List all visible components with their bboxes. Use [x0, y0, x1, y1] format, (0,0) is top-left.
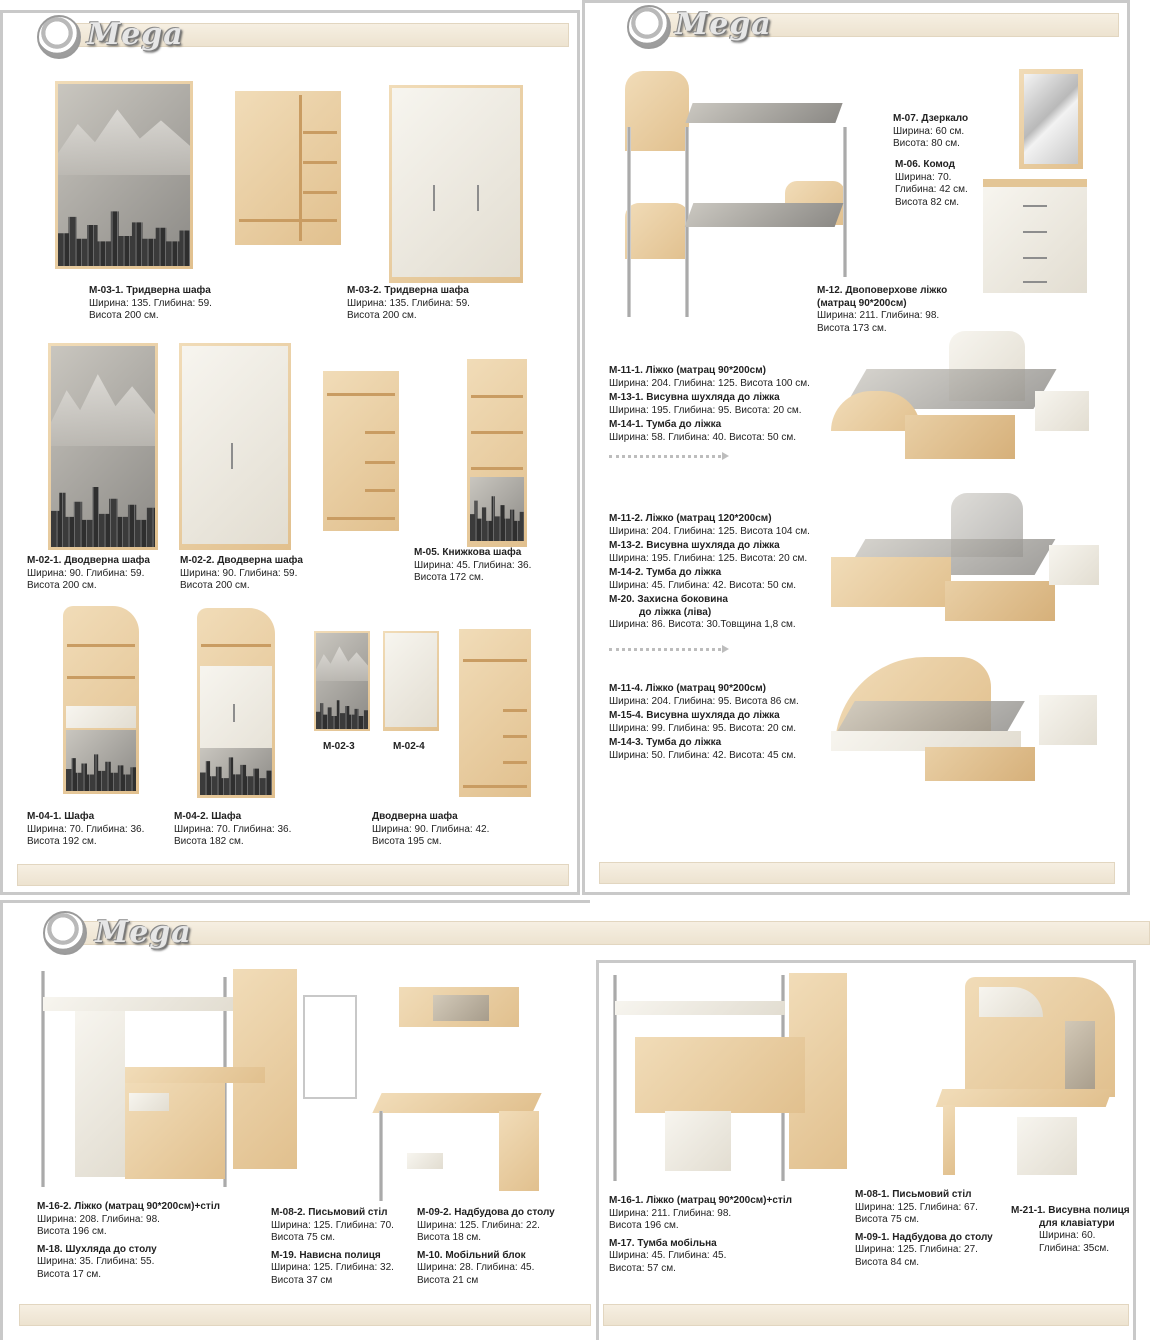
- caption-m-08-1: M-08-1. Письмовий стіл Ширина: 125. Глибина: 67. Висота 75 см. M-09-1. Надбудова до столу Ширина: 125. Глибина: 27. Висота 84 см.: [855, 1189, 993, 1268]
- panel-footer-band: [599, 862, 1115, 884]
- caption-m-21-1: M-21-1. Висувна полиця для клавіатури Ширина: 60. Глибина: 35см.: [1011, 1205, 1130, 1254]
- brand-logo-icon: [627, 5, 671, 49]
- caption-group-bed-m-11-1: M-11-1. Ліжко (матрац 90*200см) Ширина: 204. Глибина: 125. Висота 100 см. M-13-1. Висувна шухляда до ліжка Ширина: 195. Глибина: 95. Висота: 20 см. M-14-1. Тумба до ліжка Ширина: 58. Глибина: 40. Висота: 50 см.: [609, 365, 810, 443]
- panel-header: [3, 13, 577, 52]
- caption-m-04-1: M-04-1. Шафа Ширина: 70. Глибина: 36. Висота 192 см.: [27, 811, 145, 847]
- bed-m-11-1-image: [825, 325, 1105, 475]
- loft-bed-m-16-2-image: [33, 967, 297, 1197]
- caption-m-09-2: M-09-2. Надбудова до столу Ширина: 125. Глибина: 22. Висота 18 см. M-10. Мобільний блок Ширина: 28. Глибина: 45. Висота 21 см: [417, 1207, 555, 1286]
- brand-name: Mega: [95, 915, 192, 950]
- panel-footer-band: [17, 864, 569, 886]
- wardrobe-interior-image: [323, 371, 399, 531]
- bookcase-m-05-image: [467, 359, 527, 547]
- wardrobe-m-03-1-image: [55, 81, 193, 269]
- panel-footer-band: [603, 1304, 1129, 1326]
- cabinet-m-04-2-image: [197, 608, 275, 798]
- brand-logo-icon: [37, 15, 81, 59]
- caption-m-08-2: M-08-2. Письмовий стіл Ширина: 125. Глибина: 70. Висота 75 см. M-19. Нависна полиця Ширина: 125. Глибина: 32. Висота 37 см: [271, 1207, 394, 1286]
- cabinet-m-04-1-image: [63, 606, 139, 794]
- wardrobe-m-02-1-image: [48, 343, 158, 550]
- hanging-shelf-m-19-image: [303, 995, 357, 1099]
- caption-m-02-3: M-02-3: [323, 741, 355, 752]
- caption-m-02-1: M-02-1. Дводверна шафа Ширина: 90. Глибина: 59. Висота 200 см.: [27, 555, 150, 591]
- catalog-panel-wardrobes: [0, 10, 580, 895]
- caption-m-12: M-12. Двоповерхове ліжко (матрац 90*200см) Ширина: 211. Глибина: 98. Висота 173 см.: [817, 285, 948, 334]
- panel-footer-band: [19, 1304, 591, 1326]
- caption-m-06: M-06. Комод Ширина: 70. Глибина: 42 см. Висота 82 см.: [895, 159, 968, 208]
- wardrobe-two-door-interior-image: [459, 629, 531, 797]
- catalog-panel-loft-beds-desks-2: [596, 960, 1136, 1340]
- brand-name: Mega: [87, 17, 184, 52]
- catalog-panel-loft-beds-desks: [0, 900, 590, 1340]
- panel-header: [585, 3, 1127, 42]
- wardrobe-m-03-1-interior-image: [235, 91, 341, 245]
- header-band: [73, 921, 1150, 945]
- caption-group-bed-m-11-2: M-11-2. Ліжко (матрац 120*200см) Ширина: 204. Глибина: 125. Висота 104 см. M-13-2. Висувна шухляда до ліжка Ширина: 195. Глибина: 125. Висота: 20 см. M-14-2. Тумба до ліжка Ширина: 45. Глибина: 42. Висота: 50 см. M-20. Захисна боковина до ліжка (ліва) Ширина: 86. Висота: 30.Товщина 1,8 см.: [609, 513, 810, 630]
- mirror-m-07-image: [1019, 69, 1083, 169]
- caption-m-16-2: M-16-2. Ліжко (матрац 90*200см)+стіл Ширина: 208. Глибина: 98. Висота 196 см. M-18. Шухляда до столу Ширина: 35. Глибина: 55. Висота 17 см.: [37, 1201, 220, 1280]
- caption-m-02-4: M-02-4: [393, 741, 425, 752]
- caption-m-07: M-07. Дзеркало Ширина: 60 см. Висота: 80 см.: [893, 113, 969, 149]
- brand-name: Mega: [675, 7, 772, 42]
- panel-header: [3, 903, 590, 950]
- wardrobe-m-03-2-image: [389, 85, 523, 283]
- arrow-right-icon: [609, 455, 721, 458]
- arrow-right-icon: [609, 648, 721, 651]
- caption-two-door-wardrobe: Дводверна шафа Ширина: 90. Глибина: 42. Висота 195 см.: [372, 811, 490, 847]
- desk-m-08-1-image: [935, 971, 1125, 1183]
- wardrobe-m-02-3-image: [314, 631, 370, 731]
- catalog-panel-beds: [582, 0, 1130, 895]
- caption-m-16-1: M-16-1. Ліжко (матрац 90*200см)+стіл Ширина: 211. Глибина: 98. Висота 196 см. M-17. Тумба мобільна Ширина: 45. Глибина: 45. Висота: 57 см.: [609, 1195, 792, 1274]
- bed-m-11-4-image: [825, 651, 1105, 791]
- caption-m-03-2: M-03-2. Тридверна шафа Ширина: 135. Глибина: 59. Висота 200 см.: [347, 285, 470, 321]
- desk-m-08-2-image: [373, 983, 553, 1203]
- caption-m-02-2: M-02-2. Дводверна шафа Ширина: 90. Глибина: 59. Висота 200 см.: [180, 555, 303, 591]
- wardrobe-m-02-4-image: [383, 631, 439, 731]
- dresser-m-06-image: [983, 179, 1087, 293]
- caption-group-bed-m-11-4: M-11-4. Ліжко (матрац 90*200см) Ширина: 204. Глибина: 95. Висота 86 см. M-15-4. Висувна шухляда до ліжка Ширина: 99. Глибина: 95. Висота: 20 см. M-14-3. Тумба до ліжка Ширина: 50. Глибина: 42. Висота: 45 см.: [609, 683, 799, 761]
- wardrobe-m-02-2-image: [179, 343, 291, 550]
- caption-m-03-1: M-03-1. Тридверна шафа Ширина: 135. Глибина: 59. Висота 200 см.: [89, 285, 212, 321]
- caption-m-05: M-05. Книжкова шафа Ширина: 45. Глибина: 36. Висота 172 см.: [414, 547, 532, 583]
- brand-logo-icon: [43, 911, 87, 955]
- caption-m-04-2: M-04-2. Шафа Ширина: 70. Глибина: 36. Висота 182 см.: [174, 811, 292, 847]
- loft-bed-m-16-1-image: [605, 971, 859, 1191]
- bed-m-11-2-image: [825, 489, 1105, 639]
